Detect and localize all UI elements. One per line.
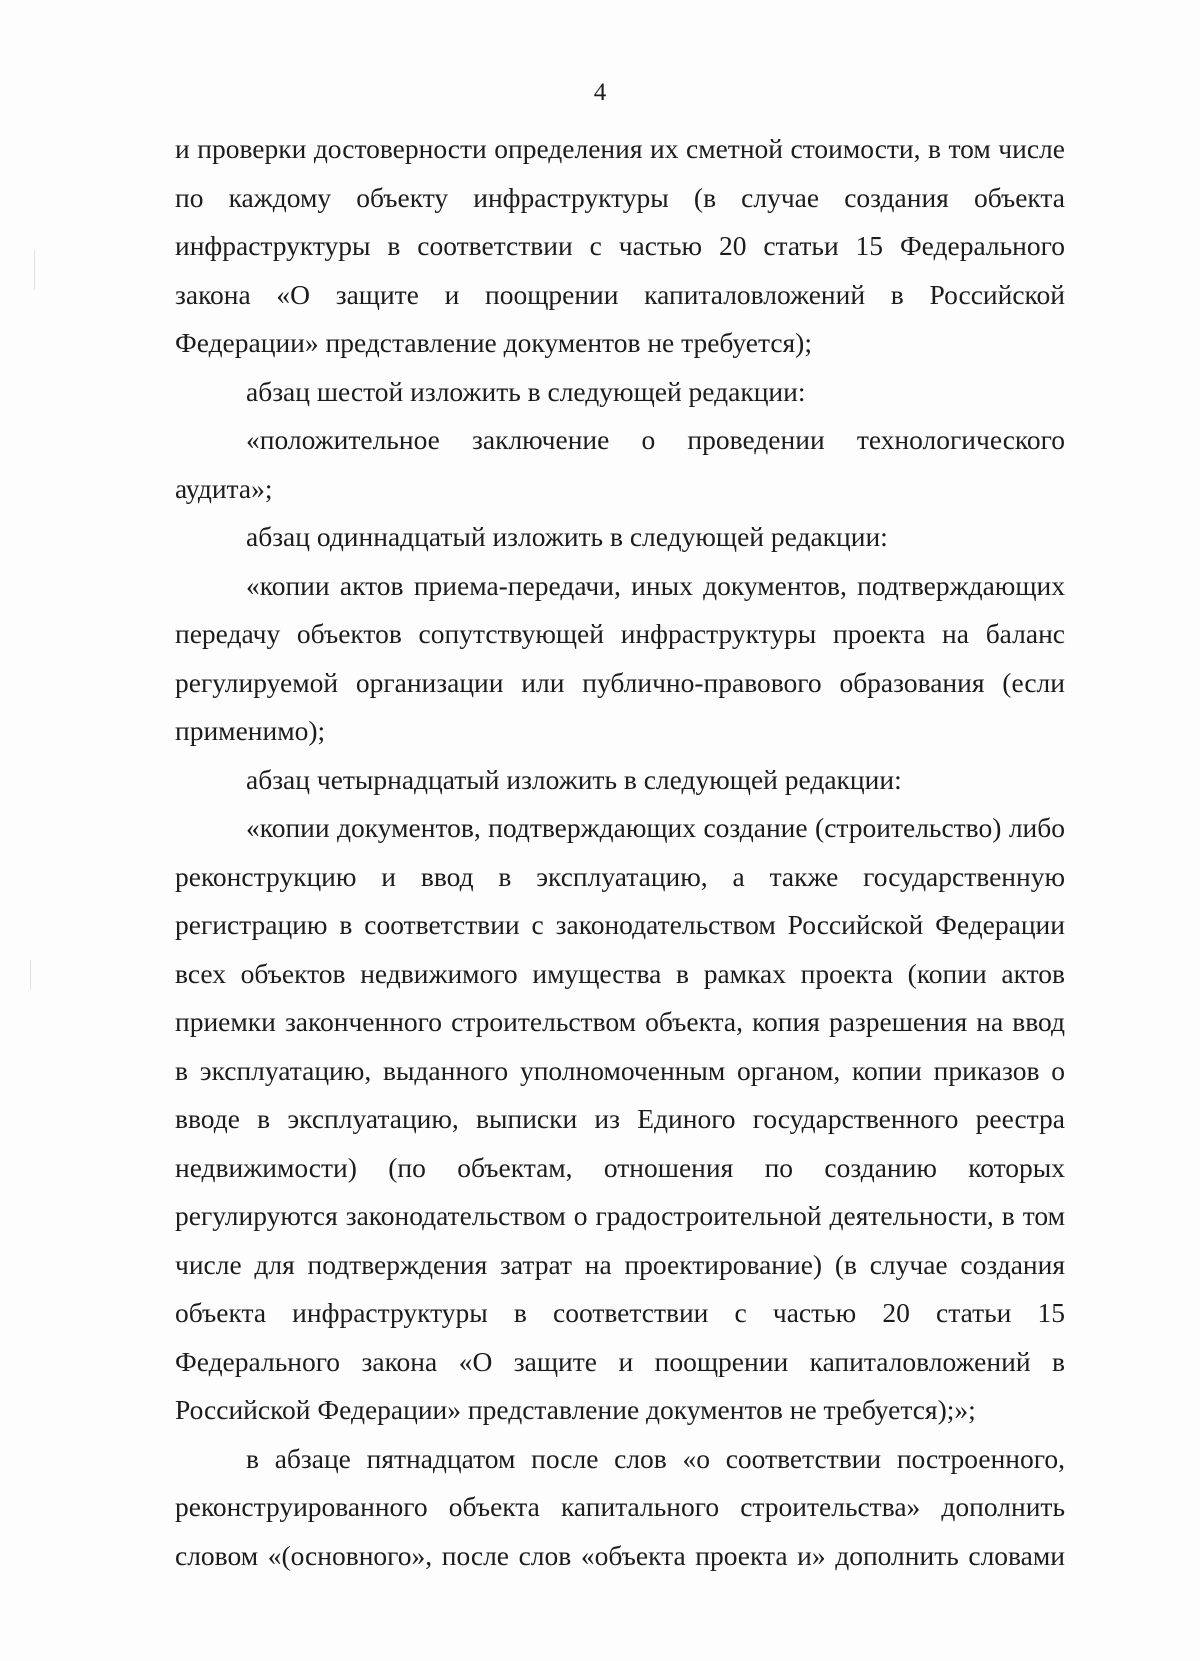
paragraph-4: абзац одиннадцатый изложить в следующей редакции: <box>246 521 888 552</box>
paragraph-8: в абзаце пятнадцатом после слов «о соответствии построенного, реконструированного объекта капитального строительства» дополнить словом «(основного», после слов «объекта проекта и» дополнить словами <box>175 1442 1065 1571</box>
paragraph-6: абзац четырнадцатый изложить в следующей редакции: <box>246 763 902 795</box>
paragraph-5: «копии актов приема-передачи, иных документов, подтверждающих передачу объектов сопутствующей инфраструктуры проекта на баланс регулируемой организации или публично-правового образования (если применимо); <box>175 569 1065 746</box>
paragraph-7: «копии документов, подтверждающих создание (строительство) либо реконструкцию и ввод в эксплуатацию, а также государственную регистрацию в соответствии с законодательством Российской Федерации всех объектов недвижимого имущества в рамках проекта (копии актов приемки законченного строительством объекта, копия разрешения на ввод в эксплуатацию, выданного уполномоченным органом, копии приказов о вводе в эксплуатацию, выписки из Единого государственного реестра недвижимости) (по объектам, отношения по созданию которых регулируются законодательством о градостроительной деятельности, в том числе для подтверждения затрат на проектирование) (в случае создания объекта инфраструктуры в соответствии с частью 20 статьи 15 Федерального закона «О защите и поощрении капиталовложений в Российской Федерации» представление документов не требуется);»; <box>175 812 1065 1425</box>
paragraph-1: и проверки достоверности определения их сметной стоимости, в том числе по каждому объекту инфраструктуры (в случае создания объекта инфраструктуры в соответствии с частью 20 статьи 15 Федерального закона «О защите и поощрении капиталовложений в Российской Федерации» представление документов не требуется); <box>175 133 1065 358</box>
scan-edge-mark <box>34 250 35 290</box>
scan-edge-mark <box>30 960 31 990</box>
paragraph-2: абзац шестой изложить в следующей редакции: <box>246 375 806 407</box>
document-body <box>175 125 1065 1580</box>
page-number: 4 <box>593 79 607 106</box>
paragraph-3: «положительное заключение о проведении технологического аудита»; <box>175 424 1065 504</box>
